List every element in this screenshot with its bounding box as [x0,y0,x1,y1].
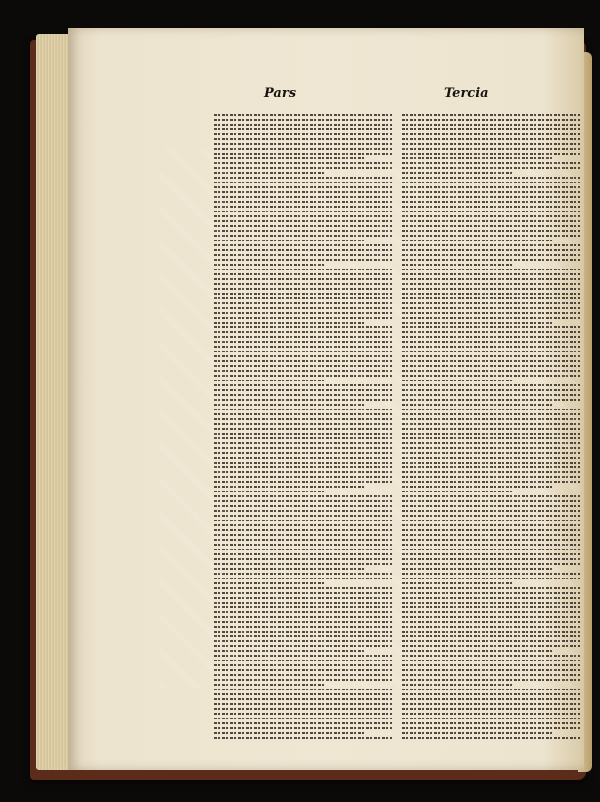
text-line [214,220,392,222]
text-line [214,722,392,724]
text-line [214,549,392,551]
text-line [214,640,392,642]
text-line [402,631,580,633]
text-line [214,114,392,116]
text-line [402,326,580,328]
text-line [214,471,392,473]
text-line [214,278,392,280]
text-line [402,515,580,517]
text-line [214,495,392,497]
text-line [214,500,392,502]
text-line [214,582,324,584]
text-line [214,259,392,261]
text-line [402,235,580,237]
text-line [214,568,364,570]
text-line [214,380,324,382]
text-line [402,558,580,560]
text-line [402,201,580,203]
text-line [402,650,552,652]
text-line [402,423,580,425]
text-line [402,157,552,159]
text-line [402,177,580,179]
text-line [402,718,580,720]
text-line [214,273,392,275]
text-line [214,433,392,435]
text-line [402,660,580,662]
text-line [402,317,580,319]
text-line [214,297,392,299]
text-line [402,341,580,343]
text-line [402,148,580,150]
text-line [214,457,392,459]
text-column-left [214,114,392,742]
text-line [402,544,580,546]
text-line [214,621,392,623]
text-line [214,326,392,328]
text-line [214,674,392,676]
book [30,28,592,780]
text-line [214,167,392,169]
text-line [402,500,580,502]
text-line [402,664,580,666]
text-line [402,244,580,246]
text-line [402,264,512,266]
text-line [402,466,580,468]
text-line [214,225,392,227]
text-line [402,124,580,126]
text-line [214,655,392,657]
text-line [214,288,392,290]
text-line [402,476,580,478]
text-line [402,288,580,290]
text-line [402,732,552,734]
text-line [402,486,552,488]
text-line [214,394,392,396]
text-line [214,650,364,652]
text-line [402,539,580,541]
text-line [214,631,392,633]
text-line [214,718,392,720]
text-line [214,698,392,700]
text-line [402,626,580,628]
text-line [402,549,580,551]
text-line [214,157,364,159]
text-line [214,606,392,608]
text-line [402,153,580,155]
text-line [214,346,392,348]
text-line [402,524,580,526]
text-line [214,322,364,324]
text-line [214,539,392,541]
text-line [214,597,392,599]
text-line [402,635,580,637]
text-line [214,172,324,174]
text-line [402,394,580,396]
text-line [214,505,392,507]
text-line [214,370,392,372]
text-line [402,331,580,333]
text-line [214,524,392,526]
text-line [214,447,392,449]
text-line [214,418,392,420]
text-line [402,273,580,275]
text-line [214,442,392,444]
text-line [402,611,580,613]
text-line [214,679,392,681]
text-line [402,254,580,256]
text-line [402,114,580,116]
text-line [214,360,392,362]
text-line [402,592,580,594]
text-line [402,520,580,522]
text-line [402,640,580,642]
text-line [402,220,580,222]
text-line [402,389,580,391]
text-line [402,684,512,686]
text-line [402,293,580,295]
text-line [214,428,392,430]
text-line [214,254,392,256]
text-line [214,616,392,618]
text-column-right [402,114,580,742]
text-line [402,162,580,164]
text-line [214,162,392,164]
text-line [214,520,392,522]
text-line [214,602,392,604]
text-line [402,447,580,449]
text-line [402,182,580,184]
text-line [402,249,580,251]
text-line [402,621,580,623]
text-line [214,529,392,531]
text-line [214,713,392,715]
text-line [214,317,392,319]
text-line [214,693,392,695]
text-line [214,206,392,208]
text-line [402,351,580,353]
text-line [214,708,392,710]
text-line [214,355,392,357]
text-line [214,466,392,468]
text-line [402,452,580,454]
text-line [402,457,580,459]
text-line [402,573,580,575]
text-line [214,732,364,734]
text-line [402,230,580,232]
text-line [214,177,392,179]
text-line [214,399,392,401]
text-line [402,708,580,710]
text-line [214,481,392,483]
text-line [402,689,580,691]
text-line [402,138,580,140]
text-line [214,264,324,266]
text-line [402,172,512,174]
text-line [402,616,580,618]
text-line [402,679,580,681]
text-line [402,578,580,580]
text-line [402,269,580,271]
text-line [402,167,580,169]
text-line [402,491,512,493]
text-line [214,635,392,637]
text-line [402,211,580,213]
text-line [214,133,392,135]
text-line [214,138,392,140]
text-line [402,698,580,700]
text-line [402,384,580,386]
text-line [214,235,392,237]
text-line [402,534,580,536]
text-line [214,307,392,309]
text-line [402,462,580,464]
text-line [214,563,392,565]
text-line [214,389,392,391]
text-line [214,515,392,517]
text-line [402,606,580,608]
text-line [214,293,392,295]
text-line [402,442,580,444]
text-line [402,365,580,367]
text-line [402,669,580,671]
text-line [402,568,552,570]
text-line [214,626,392,628]
text-line [402,133,580,135]
text-line [214,645,392,647]
text-line [214,186,392,188]
text-line [402,360,580,362]
text-line [214,201,392,203]
text-line [402,278,580,280]
text-line [214,534,392,536]
text-line [402,597,580,599]
text-line [402,307,580,309]
text-line [214,384,392,386]
text-line [214,143,392,145]
text-line [214,558,392,560]
text-line [214,727,392,729]
text-line [214,423,392,425]
text-line [402,225,580,227]
text-line [402,143,580,145]
text-line [214,660,392,662]
text-line [214,491,324,493]
text-line [214,592,392,594]
text-line [402,563,580,565]
text-line [402,495,580,497]
text-line [402,186,580,188]
text-line [214,230,392,232]
text-line [214,351,392,353]
text-line [214,153,392,155]
text-line [214,302,392,304]
text-line [214,124,392,126]
text-line [214,404,364,406]
text-line [402,727,580,729]
text-line [214,409,392,411]
text-line [214,331,392,333]
text-line [402,312,580,314]
text-line [214,119,392,121]
text-line [214,182,392,184]
text-line [214,215,392,217]
text-line [402,128,580,130]
text-line [402,409,580,411]
text-line [402,582,512,584]
text-line [214,510,392,512]
text-line [402,529,580,531]
text-line [214,578,392,580]
text-line [214,587,392,589]
text-line [402,215,580,217]
text-line [402,259,580,261]
text-line [214,375,392,377]
text-line [214,611,392,613]
text-line [214,341,392,343]
text-line [402,418,580,420]
text-line [402,655,580,657]
text-line [214,269,392,271]
text-line [402,587,580,589]
text-line [214,737,392,739]
text-line [402,375,580,377]
text-line [402,346,580,348]
running-head-left: Pars [264,86,297,101]
text-line [214,283,392,285]
text-line [402,283,580,285]
text-line [214,196,392,198]
book-page [68,28,584,770]
text-line [402,413,580,415]
text-line [402,505,580,507]
text-line [214,336,392,338]
text-line [402,240,552,242]
text-line [402,510,580,512]
text-line [402,380,512,382]
text-line [214,244,392,246]
text-line [214,249,392,251]
text-line [402,336,580,338]
text-line [214,413,392,415]
text-line [214,462,392,464]
text-line [214,553,392,555]
text-line [214,669,392,671]
text-line [402,481,580,483]
text-line [402,119,580,121]
text-line [214,312,392,314]
text-line [402,322,552,324]
text-line [402,404,552,406]
text-line [214,128,392,130]
text-line [402,674,580,676]
text-line [214,148,392,150]
text-line [402,471,580,473]
text-line [402,206,580,208]
text-line [214,486,364,488]
text-line [214,664,392,666]
text-line [402,693,580,695]
text-line [214,573,392,575]
text-line [402,196,580,198]
text-line [402,437,580,439]
text-line [402,355,580,357]
text-line [402,703,580,705]
text-line [214,365,392,367]
text-line [214,703,392,705]
text-line [402,428,580,430]
text-line [402,645,580,647]
text-line [214,476,392,478]
text-line [214,452,392,454]
text-line [214,437,392,439]
text-line [402,302,580,304]
running-head-right: Tercia [444,86,489,101]
text-line [402,297,580,299]
text-line [214,544,392,546]
text-line [214,684,324,686]
text-line [214,240,364,242]
text-line [402,370,580,372]
text-line [214,689,392,691]
text-line [402,399,580,401]
text-line [402,713,580,715]
text-line [402,722,580,724]
text-line [402,737,580,739]
text-line [402,602,580,604]
text-line [402,553,580,555]
text-line [214,191,392,193]
text-line [402,433,580,435]
text-line [214,211,392,213]
text-line [402,191,580,193]
